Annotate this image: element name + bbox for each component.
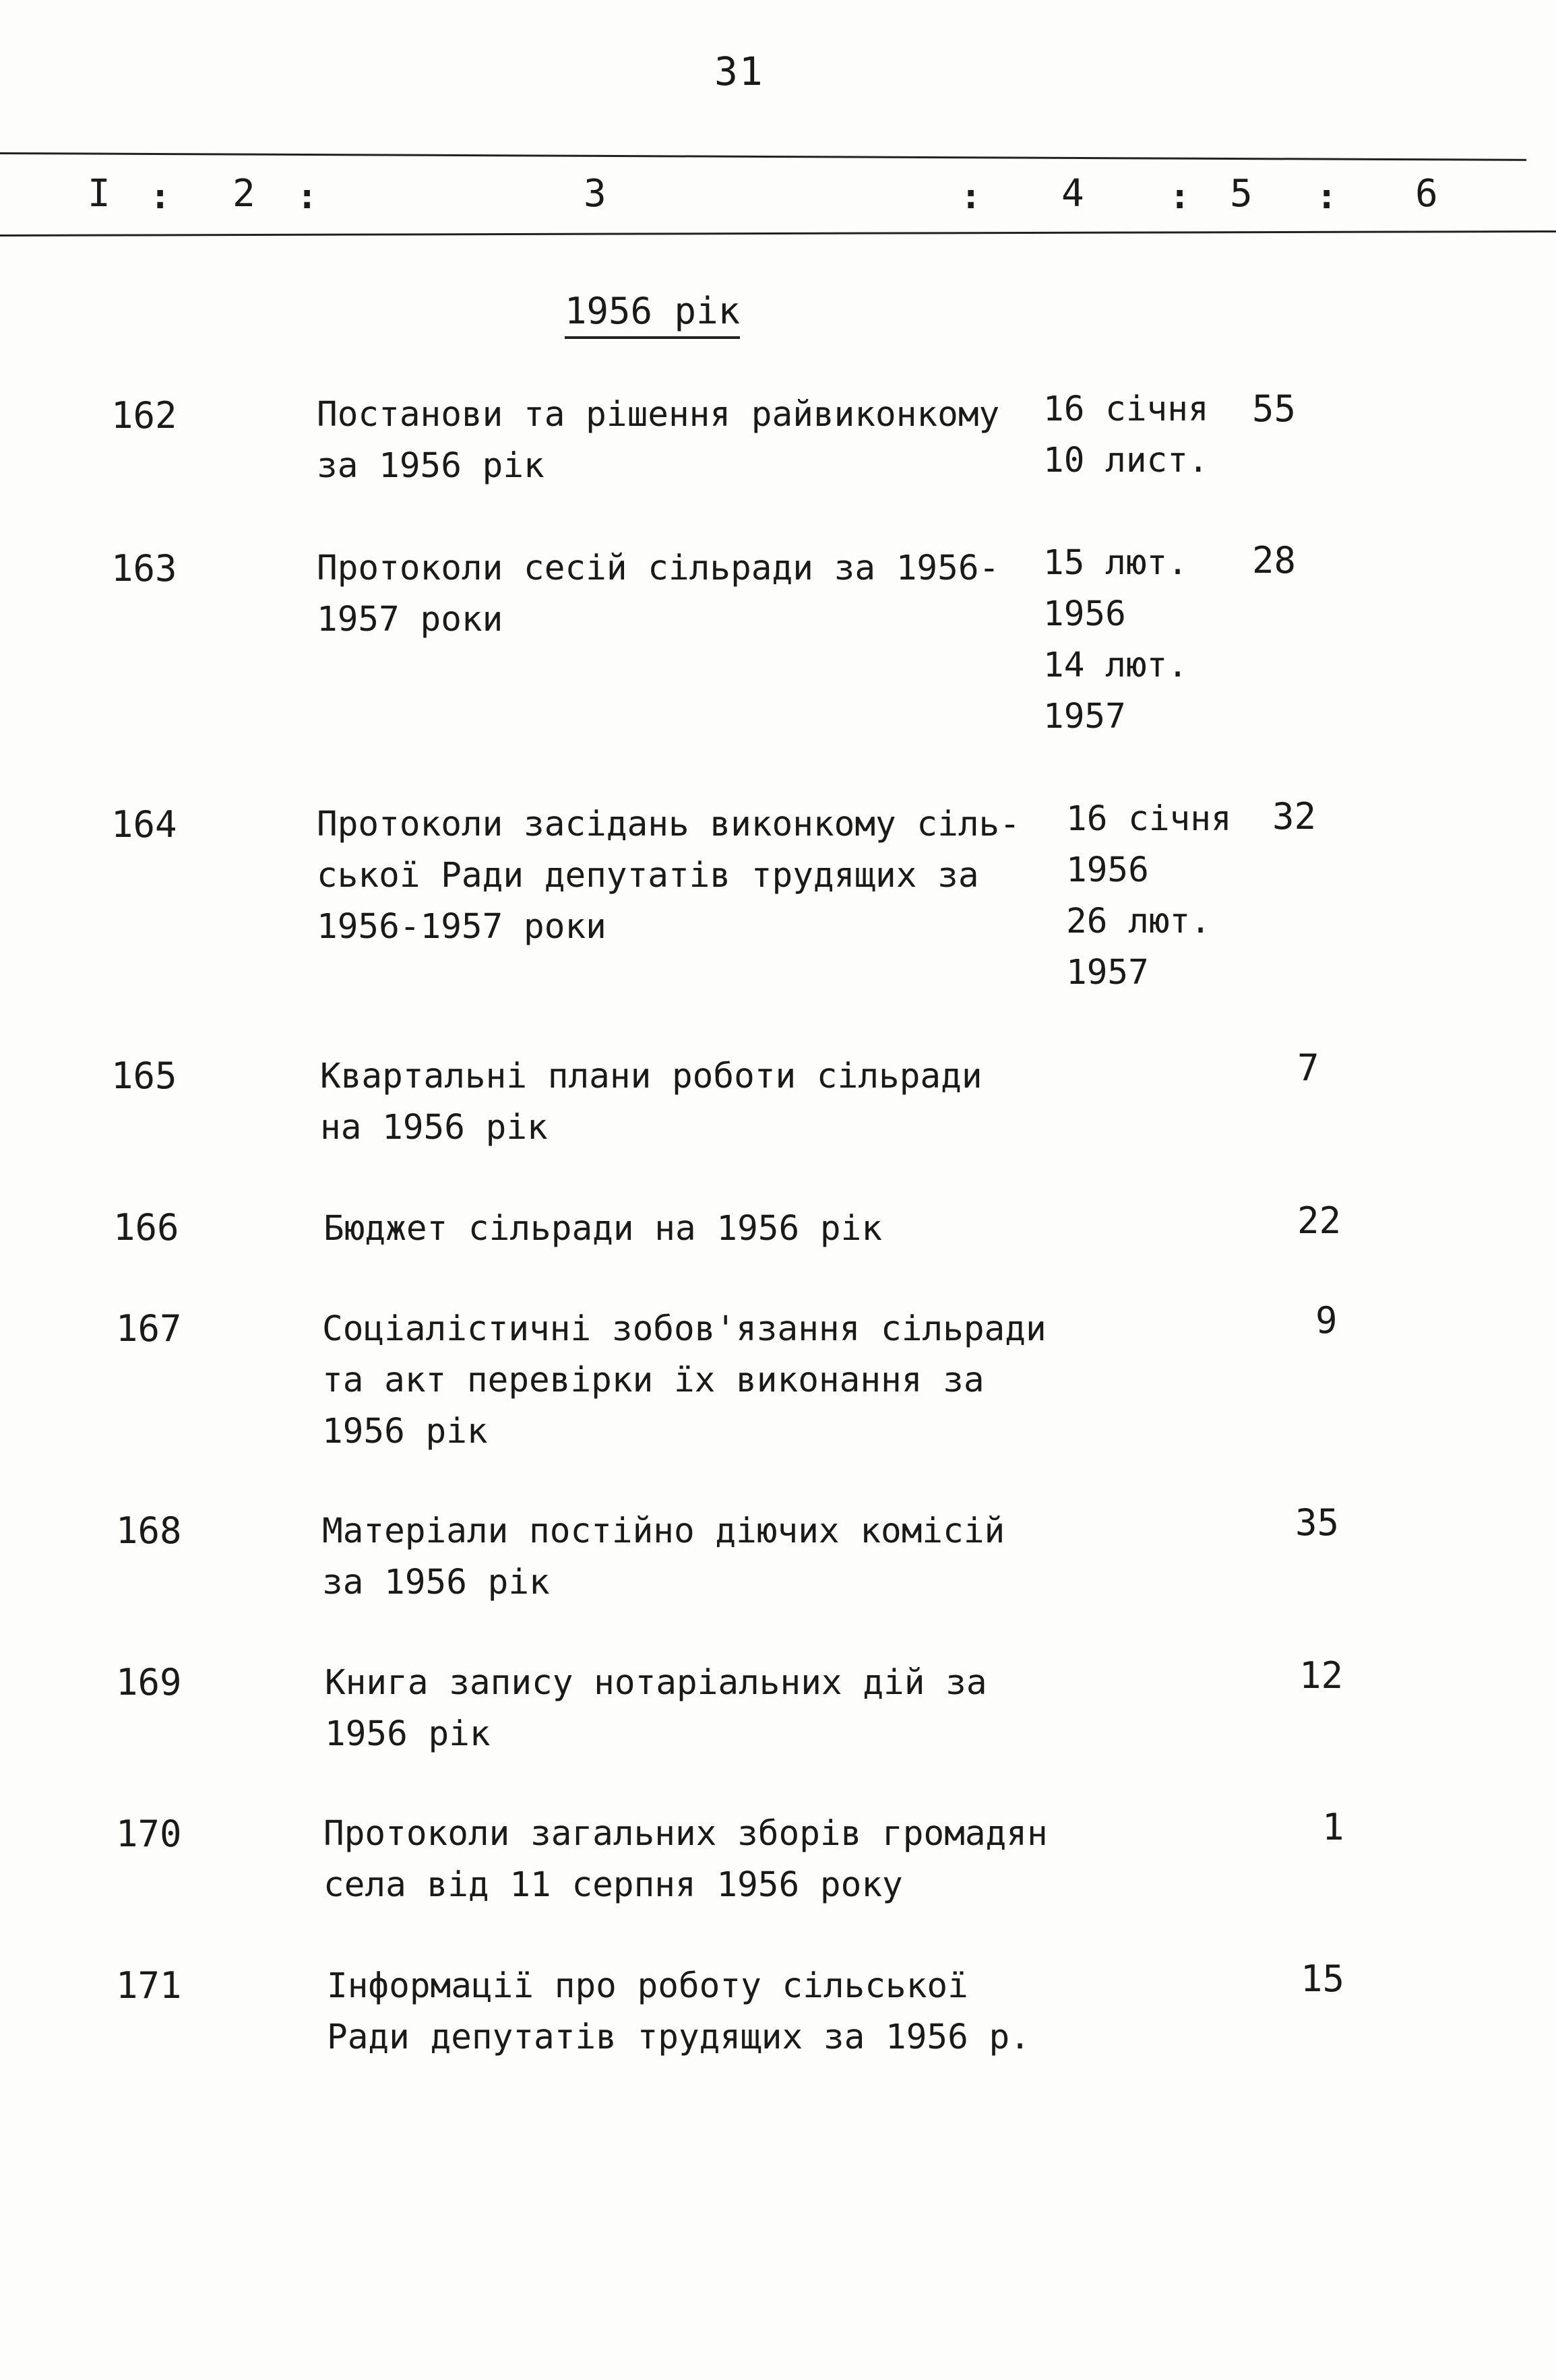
entry-date-line: 10 лист. [1043,441,1209,480]
entry-title-line: 1956 рік [322,1412,488,1451]
header-bottom-rule [0,230,1556,237]
entry-title-line: ської Ради депутатів трудящих за [317,856,979,896]
entry-title-line: Протоколи засідань виконкому сіль- [317,805,1020,844]
entry-title-line: за 1956 рік [317,446,544,486]
entry-date-line: 15 лют. [1043,543,1188,583]
entry-number: 170 [116,1813,182,1855]
column-separator: : [150,177,171,217]
entry-title-line: Інформації про роботу сільської [327,1966,968,2006]
entry-title-line: 1956 рік [325,1714,491,1754]
entry-sheet-count: 22 [1297,1199,1342,1242]
entry-date-line: 26 лют. [1066,902,1211,941]
entry-title [322,1304,1047,1458]
entry-date-line: 1956 [1043,594,1126,634]
entry-title-line: 1956-1957 роки [317,907,606,947]
entry-title [322,1506,1005,1608]
entry-number: 171 [116,1964,182,2007]
entry-title-line: Квартальні плани роботи сільради [320,1057,983,1096]
column-separator: : [960,177,982,217]
column-header-4: 4 [1061,172,1084,216]
header-top-rule [0,152,1526,161]
entry-title-line: Соціалістичні зобов'язання сільради [322,1309,1047,1349]
entry-title-line: Матеріали постійно діючих комісій [322,1511,1005,1551]
entry-title [317,389,999,492]
entry-dates [1043,384,1209,487]
entry-title [320,1051,983,1154]
entry-sheet-count: 1 [1322,1806,1344,1848]
entry-date-line: 16 січня [1066,799,1232,839]
column-header-3: 3 [584,172,606,216]
entry-sheet-count: 55 [1252,387,1297,430]
entry-sheet-count: 7 [1297,1046,1319,1089]
entry-sheet-count: 9 [1315,1299,1338,1342]
column-header-6: 6 [1415,172,1438,216]
entry-number: 167 [116,1307,182,1350]
entry-date-line: 1957 [1066,953,1149,993]
column-header-1: I [88,172,111,216]
column-separator: : [1316,177,1338,217]
column-header-5: 5 [1230,172,1253,216]
entry-title-line: за 1956 рік [322,1563,550,1602]
entry-date-line: 14 лют. [1043,646,1188,685]
entry-number: 169 [116,1661,182,1703]
column-separator: : [297,177,318,217]
entry-date-line: 16 січня [1043,389,1209,429]
entry-title [317,543,999,646]
entry-date-line: 1957 [1043,697,1126,737]
column-header-2: 2 [232,172,255,216]
entry-number: 164 [111,803,177,846]
entry-dates [1066,794,1232,999]
entry-sheet-count: 32 [1272,795,1317,838]
entry-number: 163 [111,547,177,590]
entry-title-line: села від 11 серпня 1956 року [323,1865,903,1905]
entry-title-line: на 1956 рік [320,1108,548,1148]
entry-title-line: та акт перевірки їх виконання за [322,1360,985,1400]
entry-sheet-count: 28 [1252,539,1297,582]
entry-title-line: Постанови та рішення райвиконкому [317,395,1000,435]
entry-title-line: Бюджет сільради на 1956 рік [323,1209,883,1249]
entry-sheet-count: 12 [1299,1654,1344,1697]
entry-number: 162 [111,394,177,437]
entry-title [325,1658,987,1760]
entry-number: 168 [116,1509,182,1552]
entry-title [323,1809,1048,1911]
entry-title-line: Книга запису нотаріальних дій за [325,1663,987,1703]
entry-title [317,799,1020,953]
entry-sheet-count: 15 [1301,1958,1345,2000]
section-year-heading: 1956 рік [565,290,740,339]
entry-title-line: Протоколи загальних зборів громадян [323,1814,1048,1854]
entry-title [323,1203,882,1255]
entry-date-line: 1956 [1066,850,1149,890]
page-number: 31 [714,49,764,94]
entry-title-line: 1957 роки [317,600,503,639]
entry-sheet-count: 35 [1295,1501,1340,1544]
entry-dates [1043,538,1188,743]
entry-number: 166 [113,1206,179,1249]
entry-title [327,1961,1030,2063]
entry-title-line: Протоколи сесій сільради за 1956- [317,549,1000,588]
entry-number: 165 [111,1055,177,1097]
entry-title-line: Ради депутатів трудящих за 1956 р. [327,2017,1030,2057]
column-separator: : [1169,177,1191,217]
